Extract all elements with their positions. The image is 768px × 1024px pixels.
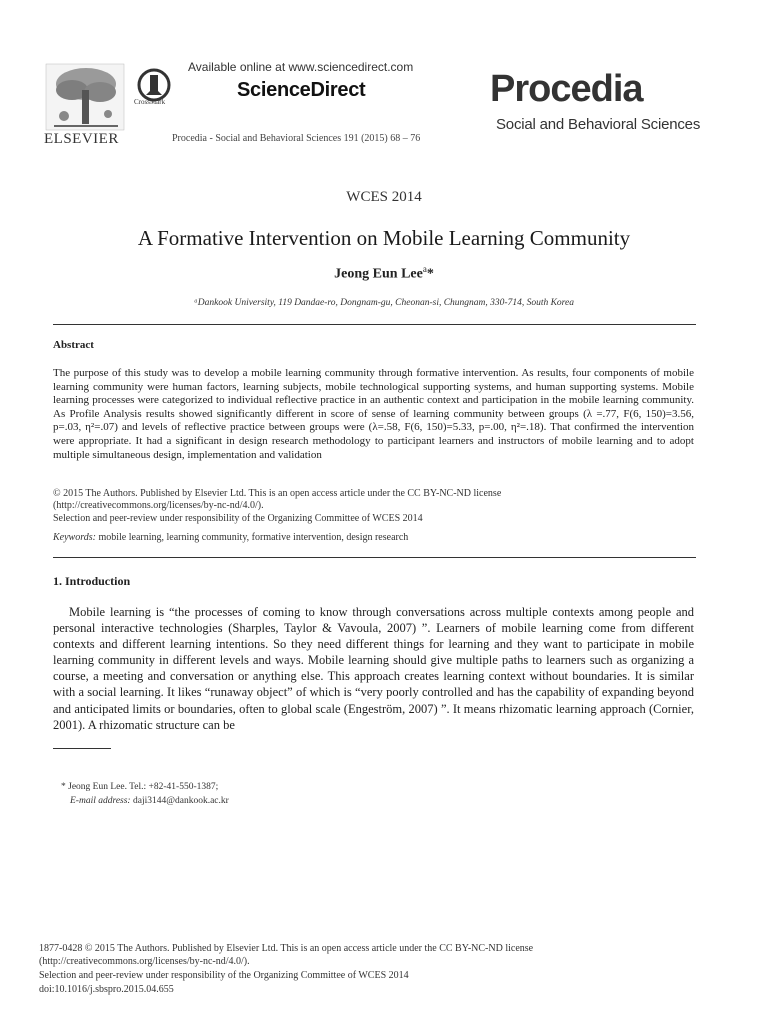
article-title: A Formative Intervention on Mobile Learning Community (137, 226, 631, 250)
sciencedirect-logo: ScienceDirect (237, 79, 366, 101)
introduction-body: Mobile learning is “the processes of coming to know through conversations across multiple contexts among people and personal interactive technologies (Sharples, Taylor & Vavoula, 2007) ”. Learners of mobile learning come from different contexts and different learning intentions. So they need different things for learning and they want to participate in mobile learning community in different levels and ways. Mobile learning should give multiple paths to learners such as organizing a course, a meeting and conversation or anything else. This approach creates learning context without boundaries. It is similar with a social learning. It likes “runaway object” of which is “very poorly controlled and has the capability of expanding beyond and anticipated limits or boundaries, often to global scale (Engeström, 2007) ”. It means rhizomatic learning approach (Cornier, 2001). A rhizomatic structure can be (53, 605, 694, 732)
abstract-text: The purpose of this study was to develop a mobile learning community through formative intervention. As results, four components of mobile learning community were human factors, learning subjects, mobile technological supporting systems, and human supporting systems. Mobile learning processes were categorized to individual reflective practice in an authentic context and participation in the mobile learning community. As Profile Analysis results showed significantly different in score of sense of learning community between groups (λ =.77, F(6, 150)=3.56, p=.03, η²=.07) and levels of reflective practice between groups were (λ=.58, F(6, 150)=5.33, p=.00, η²=.18). That confirmed the intervention were appropriate. It had a significant in design research methodology to participant learners and instructors of mobile learning and to adopt multiple simultaneous design, implementation and validation (53, 367, 694, 461)
available-online-link[interactable]: Available online at www.sciencedirect.com (188, 60, 414, 74)
peer-review-line: Selection and peer-review under responsibility of the Organizing Committee of WCES 2014 (53, 513, 423, 524)
affiliation: ᵃDankook University, 119 Dandae-ro, Dongnam-gu, Cheonan-si, Chungnam, 330-714, South Korea (194, 298, 574, 308)
journal-citation: Procedia - Social and Behavioral Sciences 191 (2015) 68 – 76 (172, 133, 421, 144)
email-label: E-mail address: (70, 796, 131, 806)
introduction-text (53, 604, 694, 733)
introduction-heading: 1. Introduction (53, 574, 131, 588)
author-line (0, 264, 768, 283)
procedia-logo: Procedia (490, 68, 643, 110)
footer-license-link[interactable]: (http://creativecommons.org/licenses/by-nc-nd/4.0/). (39, 956, 250, 967)
copyright-line: © 2015 The Authors. Published by Elsevier Ltd. This is an open access article under the CC BY-NC-ND license (53, 488, 502, 499)
procedia-subtitle: Social and Behavioral Sciences (496, 116, 701, 133)
author-name: Jeong Eun Lee (334, 266, 423, 282)
abstract-top-rule (53, 324, 696, 325)
footnote-rule (53, 748, 111, 749)
keywords-label: Keywords: (53, 532, 96, 543)
abstract-bottom-rule (53, 557, 696, 558)
footnote-email (70, 796, 229, 806)
footer-doi[interactable]: doi:10.1016/j.sbspro.2015.04.655 (39, 984, 174, 995)
abstract-heading: Abstract (53, 339, 94, 351)
footer-issn-license: 1877-0428 © 2015 The Authors. Published by Elsevier Ltd. This is an open access article under the CC BY-NC-ND license (39, 943, 534, 954)
author-affiliation-marker: a (422, 264, 427, 274)
crossmark-label: CrossMark (134, 98, 166, 106)
author-corresponding-marker: * (426, 266, 434, 282)
email-address[interactable]: daji3144@dankook.ac.kr (130, 796, 229, 806)
publisher-name: ELSEVIER (44, 131, 119, 147)
keywords-list: mobile learning, learning community, formative intervention, design research (95, 532, 409, 543)
footnote-contact: * Jeong Eun Lee. Tel.: +82-41-550-1387; (61, 782, 219, 792)
footer-peer-review: Selection and peer-review under responsibility of the Organizing Committee of WCES 2014 (39, 970, 409, 981)
license-link[interactable]: (http://creativecommons.org/licenses/by-nc-nd/4.0/). (53, 500, 264, 511)
conference-name: WCES 2014 (346, 189, 422, 205)
keywords-line (53, 532, 408, 543)
